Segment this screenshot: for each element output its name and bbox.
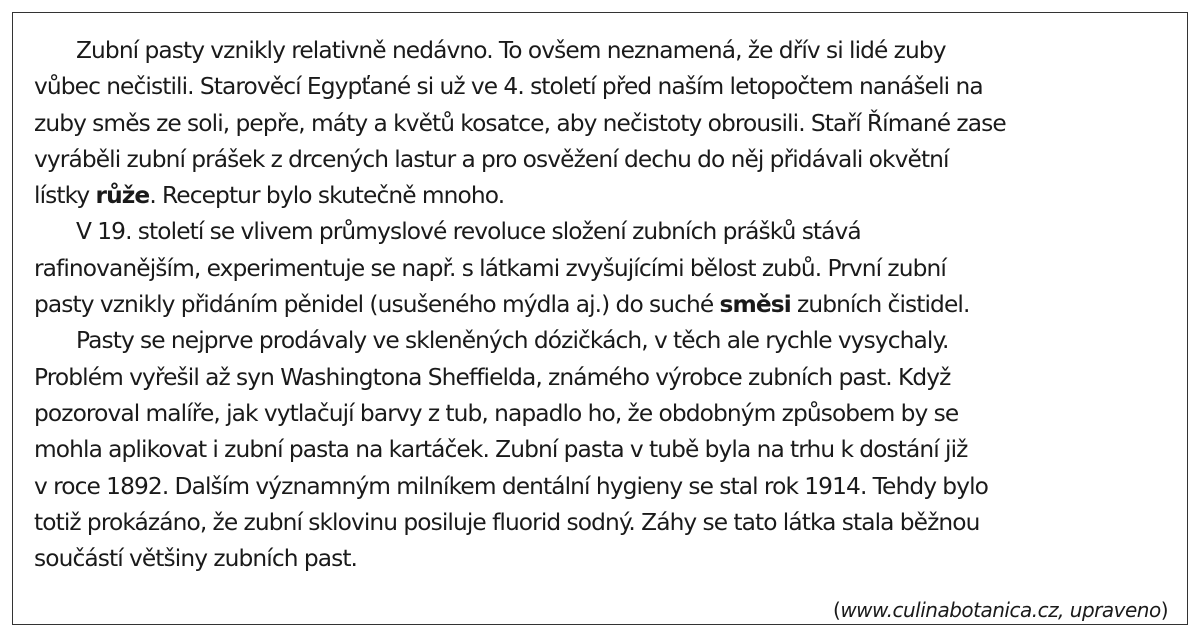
text-line bbox=[34, 214, 1179, 250]
text-line bbox=[34, 469, 1179, 505]
text-run: součástí většiny zubních past. bbox=[34, 545, 358, 573]
source-citation bbox=[833, 597, 1168, 623]
text-line bbox=[34, 541, 1179, 577]
text-run: lístky bbox=[34, 182, 96, 210]
text-run: Problém vyřešil až syn Washingtona Sheffielda, známého výrobce zubních past. Když bbox=[34, 363, 951, 391]
text-run: vůbec nečistili. Starověcí Egypťané si už ve 4. století před naším letopočtem nanášeli na bbox=[34, 73, 983, 101]
text-run: pasty vznikly přidáním pěnidel (usušeného mýdla aj.) do suché bbox=[34, 291, 720, 319]
text-run: Pasty se nejprve prodávaly ve skleněných dózičkách, v těch ale rychle vysychaly. bbox=[76, 327, 949, 355]
article-text bbox=[34, 33, 1179, 577]
text-line bbox=[34, 505, 1179, 541]
text-run: Zubní pasty vznikly relativně nedávno. To ovšem neznamená, že dřív si lidé zuby bbox=[76, 37, 946, 64]
text-run: v roce 1892. Dalším významným milníkem dentální hygieny se stal rok 1914. Tehdy bylo bbox=[34, 472, 989, 500]
bold-word-smesi: směsi bbox=[719, 291, 791, 319]
text-frame bbox=[12, 12, 1188, 625]
text-run: pozoroval malíře, jak vytlačují barvy z tub, napadlo ho, že obdobným způsobem by se bbox=[34, 399, 959, 427]
text-run: V 19. století se vlivem průmyslové revoluce složení zubních prášků stává bbox=[76, 218, 861, 246]
text-run: vyráběli zubní prášek z drcených lastur a pro osvěžení dechu do něj přidávali okvětní bbox=[34, 145, 949, 173]
text-line bbox=[34, 251, 1179, 287]
text-line bbox=[34, 178, 1179, 214]
text-line bbox=[34, 142, 1179, 178]
text-line bbox=[34, 323, 1179, 359]
source-paren-open: ( bbox=[833, 598, 841, 622]
text-line bbox=[34, 106, 1179, 142]
text-run: zuby směs ze soli, pepře, máty a květů kosatce, aby nečistoty obrousili. Staří Římané zase bbox=[34, 109, 1006, 137]
text-line bbox=[34, 69, 1179, 105]
text-line bbox=[34, 287, 1179, 323]
text-line bbox=[34, 360, 1179, 396]
text-run: totiž prokázáno, že zubní sklovinu posiluje fluorid sodný. Záhy se tato látka stala běžnou bbox=[34, 508, 980, 536]
text-run: zubních čistidel. bbox=[790, 291, 970, 319]
bold-word-ruze: růže bbox=[95, 182, 150, 210]
text-line bbox=[34, 432, 1179, 468]
text-run: . Receptur bylo skutečně mnoho. bbox=[149, 182, 505, 210]
source-url: www.culinabotanica.cz, upraveno bbox=[840, 598, 1161, 622]
text-line bbox=[34, 396, 1179, 432]
text-run: rafinovanějším, experimentuje se např. s látkami zvyšujícími bělost zubů. První zubní bbox=[34, 254, 946, 282]
source-paren-close: ) bbox=[1160, 598, 1168, 622]
text-line bbox=[34, 33, 1179, 69]
text-run: mohla aplikovat i zubní pasta na kartáček. Zubní pasta v tubě byla na trhu k dostání již bbox=[34, 436, 968, 464]
